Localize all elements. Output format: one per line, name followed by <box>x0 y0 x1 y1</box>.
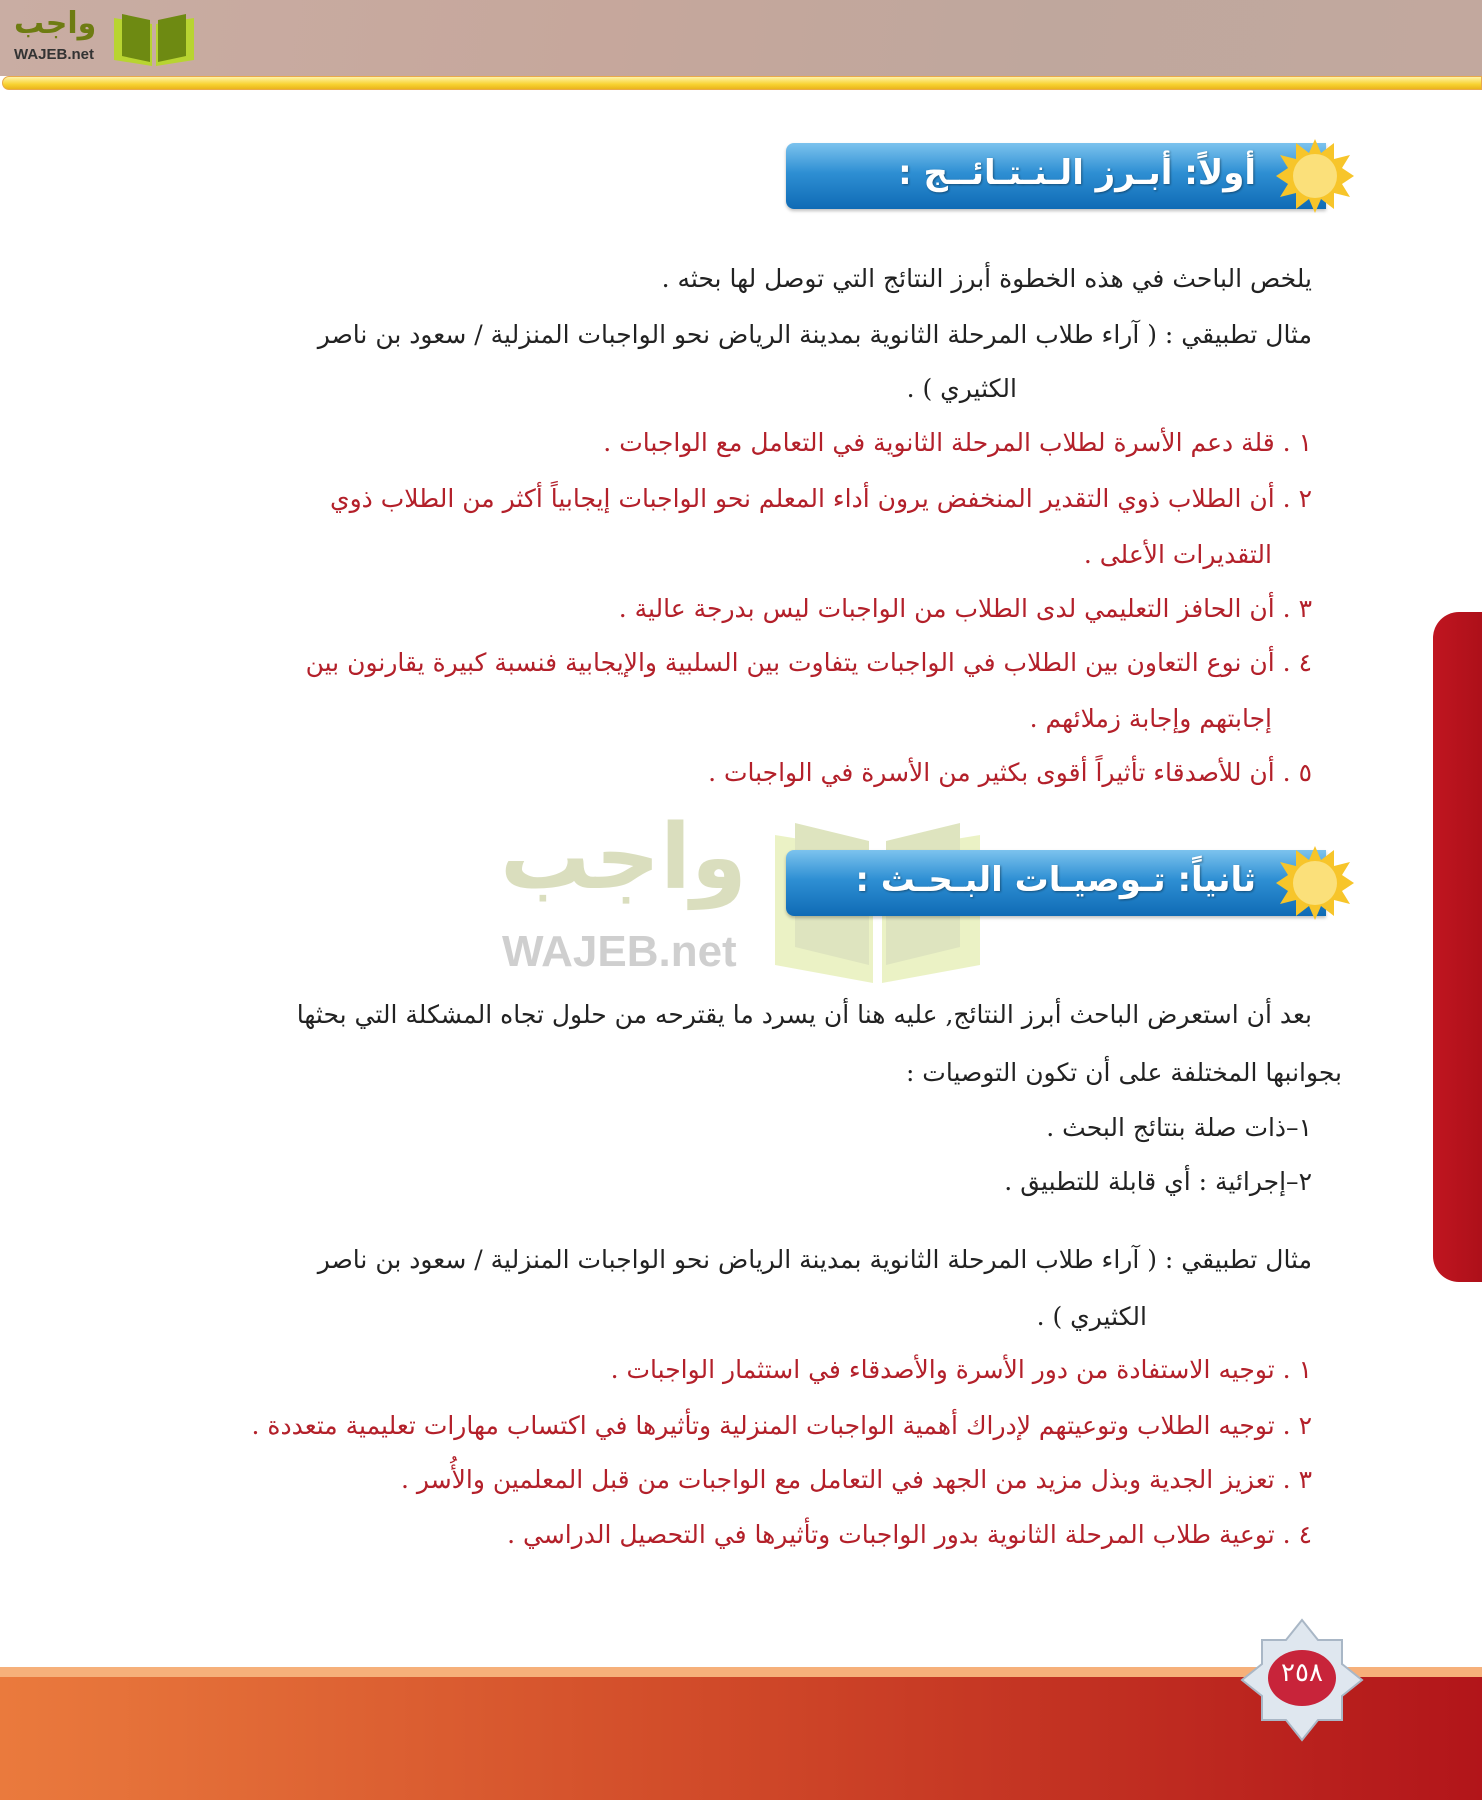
section2-intro-line2: بجوانبها المختلفة على أن تكون التوصيات : <box>905 1058 1342 1087</box>
result-item: ٢ . أن الطلاب ذوي التقدير المنخفض يرون أداء المعلم نحو الواجبات إيجابياً أكثر من الطلاب ذوي <box>330 484 1312 513</box>
page-number: ٢٥٨ <box>1281 1658 1323 1688</box>
watermark-en: WAJEB.net <box>502 927 737 976</box>
recommendation-item: ٢ . توجيه الطلاب وتوعيتهم لإدراك أهمية الواجبات المنزلية وتأثيرها في اكتساب مهارات تعليمية متعددة . <box>251 1411 1312 1440</box>
result-item: ٣ . أن الحافز التعليمي لدى الطلاب من الواجبات ليس بدرجة عالية . <box>618 594 1312 623</box>
recommendation-item: ٤ . توعية طلاب المرحلة الثانوية بدور الواجبات وتأثيرها في التحصيل الدراسي . <box>507 1520 1312 1549</box>
logo-text-en: WAJEB.net <box>14 46 95 63</box>
section1-intro: يلخص الباحث في هذه الخطوة أبرز النتائج التي توصل لها بحثه . <box>661 264 1312 293</box>
section2-title <box>786 850 1326 916</box>
logo-text-ar: واجب <box>14 6 97 41</box>
side-tab <box>1433 612 1482 1282</box>
watermark-ar: واجب <box>500 805 747 910</box>
header-stripe <box>2 76 1482 90</box>
result-item-cont: التقديرات الأعلى . <box>1083 540 1272 569</box>
recommendation-item: ٣ . تعزيز الجدية وبذل مزيد من الجهد في التعامل مع الواجبات من قبل المعلمين والأُسر . <box>401 1465 1312 1494</box>
section1-title <box>786 143 1326 209</box>
header-banner <box>0 0 1482 76</box>
sunburst-icon <box>1276 844 1354 922</box>
section2-intro-line1: بعد أن استعرض الباحث أبرز النتائج, عليه هنا أن يسرد ما يقترحه من حلول تجاه المشكلة التي بحثها <box>296 1000 1312 1029</box>
result-item: ٤ . أن نوع التعاون بين الطلاب في الواجبات يتفاوت بين السلبية والإيجابية فنسبة كبيرة يقارنون بين <box>305 648 1312 677</box>
result-item: ٥ . أن للأصدقاء تأثيراً أقوى بكثير من الأسرة في الواجبات . <box>708 758 1312 787</box>
section1-title-text: أولاً: أبـرز الـنـتـائــج : <box>898 153 1256 193</box>
section1-example-line2: الكثيري ) . <box>906 374 1017 403</box>
result-item-cont: إجابتهم وإجابة زملائهم . <box>1029 704 1272 733</box>
condition-item: ٢–إجرائية : أي قابلة للتطبيق . <box>1004 1167 1312 1196</box>
section2-example-line1: مثال تطبيقي : ( آراء طلاب المرحلة الثانوية بمدينة الرياض نحو الواجبات المنزلية / سعود بن ناصر <box>317 1245 1312 1274</box>
recommendation-item: ١ . توجيه الاستفادة من دور الأسرة والأصدقاء في استثمار الواجبات . <box>610 1355 1312 1384</box>
section2-title-text: ثانياً: تـوصيـات البـحـث : <box>855 860 1256 900</box>
result-item: ١ . قلة دعم الأسرة لطلاب المرحلة الثانوية في التعامل مع الواجبات . <box>603 428 1312 457</box>
section2-example-line2: الكثيري ) . <box>1036 1302 1147 1331</box>
sunburst-icon <box>1276 137 1354 215</box>
section1-example-line1: مثال تطبيقي : ( آراء طلاب المرحلة الثانوية بمدينة الرياض نحو الواجبات المنزلية / سعود بن ناصر <box>317 320 1312 349</box>
book-icon <box>110 10 198 68</box>
wajeb-logo[interactable] <box>10 6 190 66</box>
condition-item: ١–ذات صلة بنتائج البحث . <box>1046 1113 1312 1142</box>
